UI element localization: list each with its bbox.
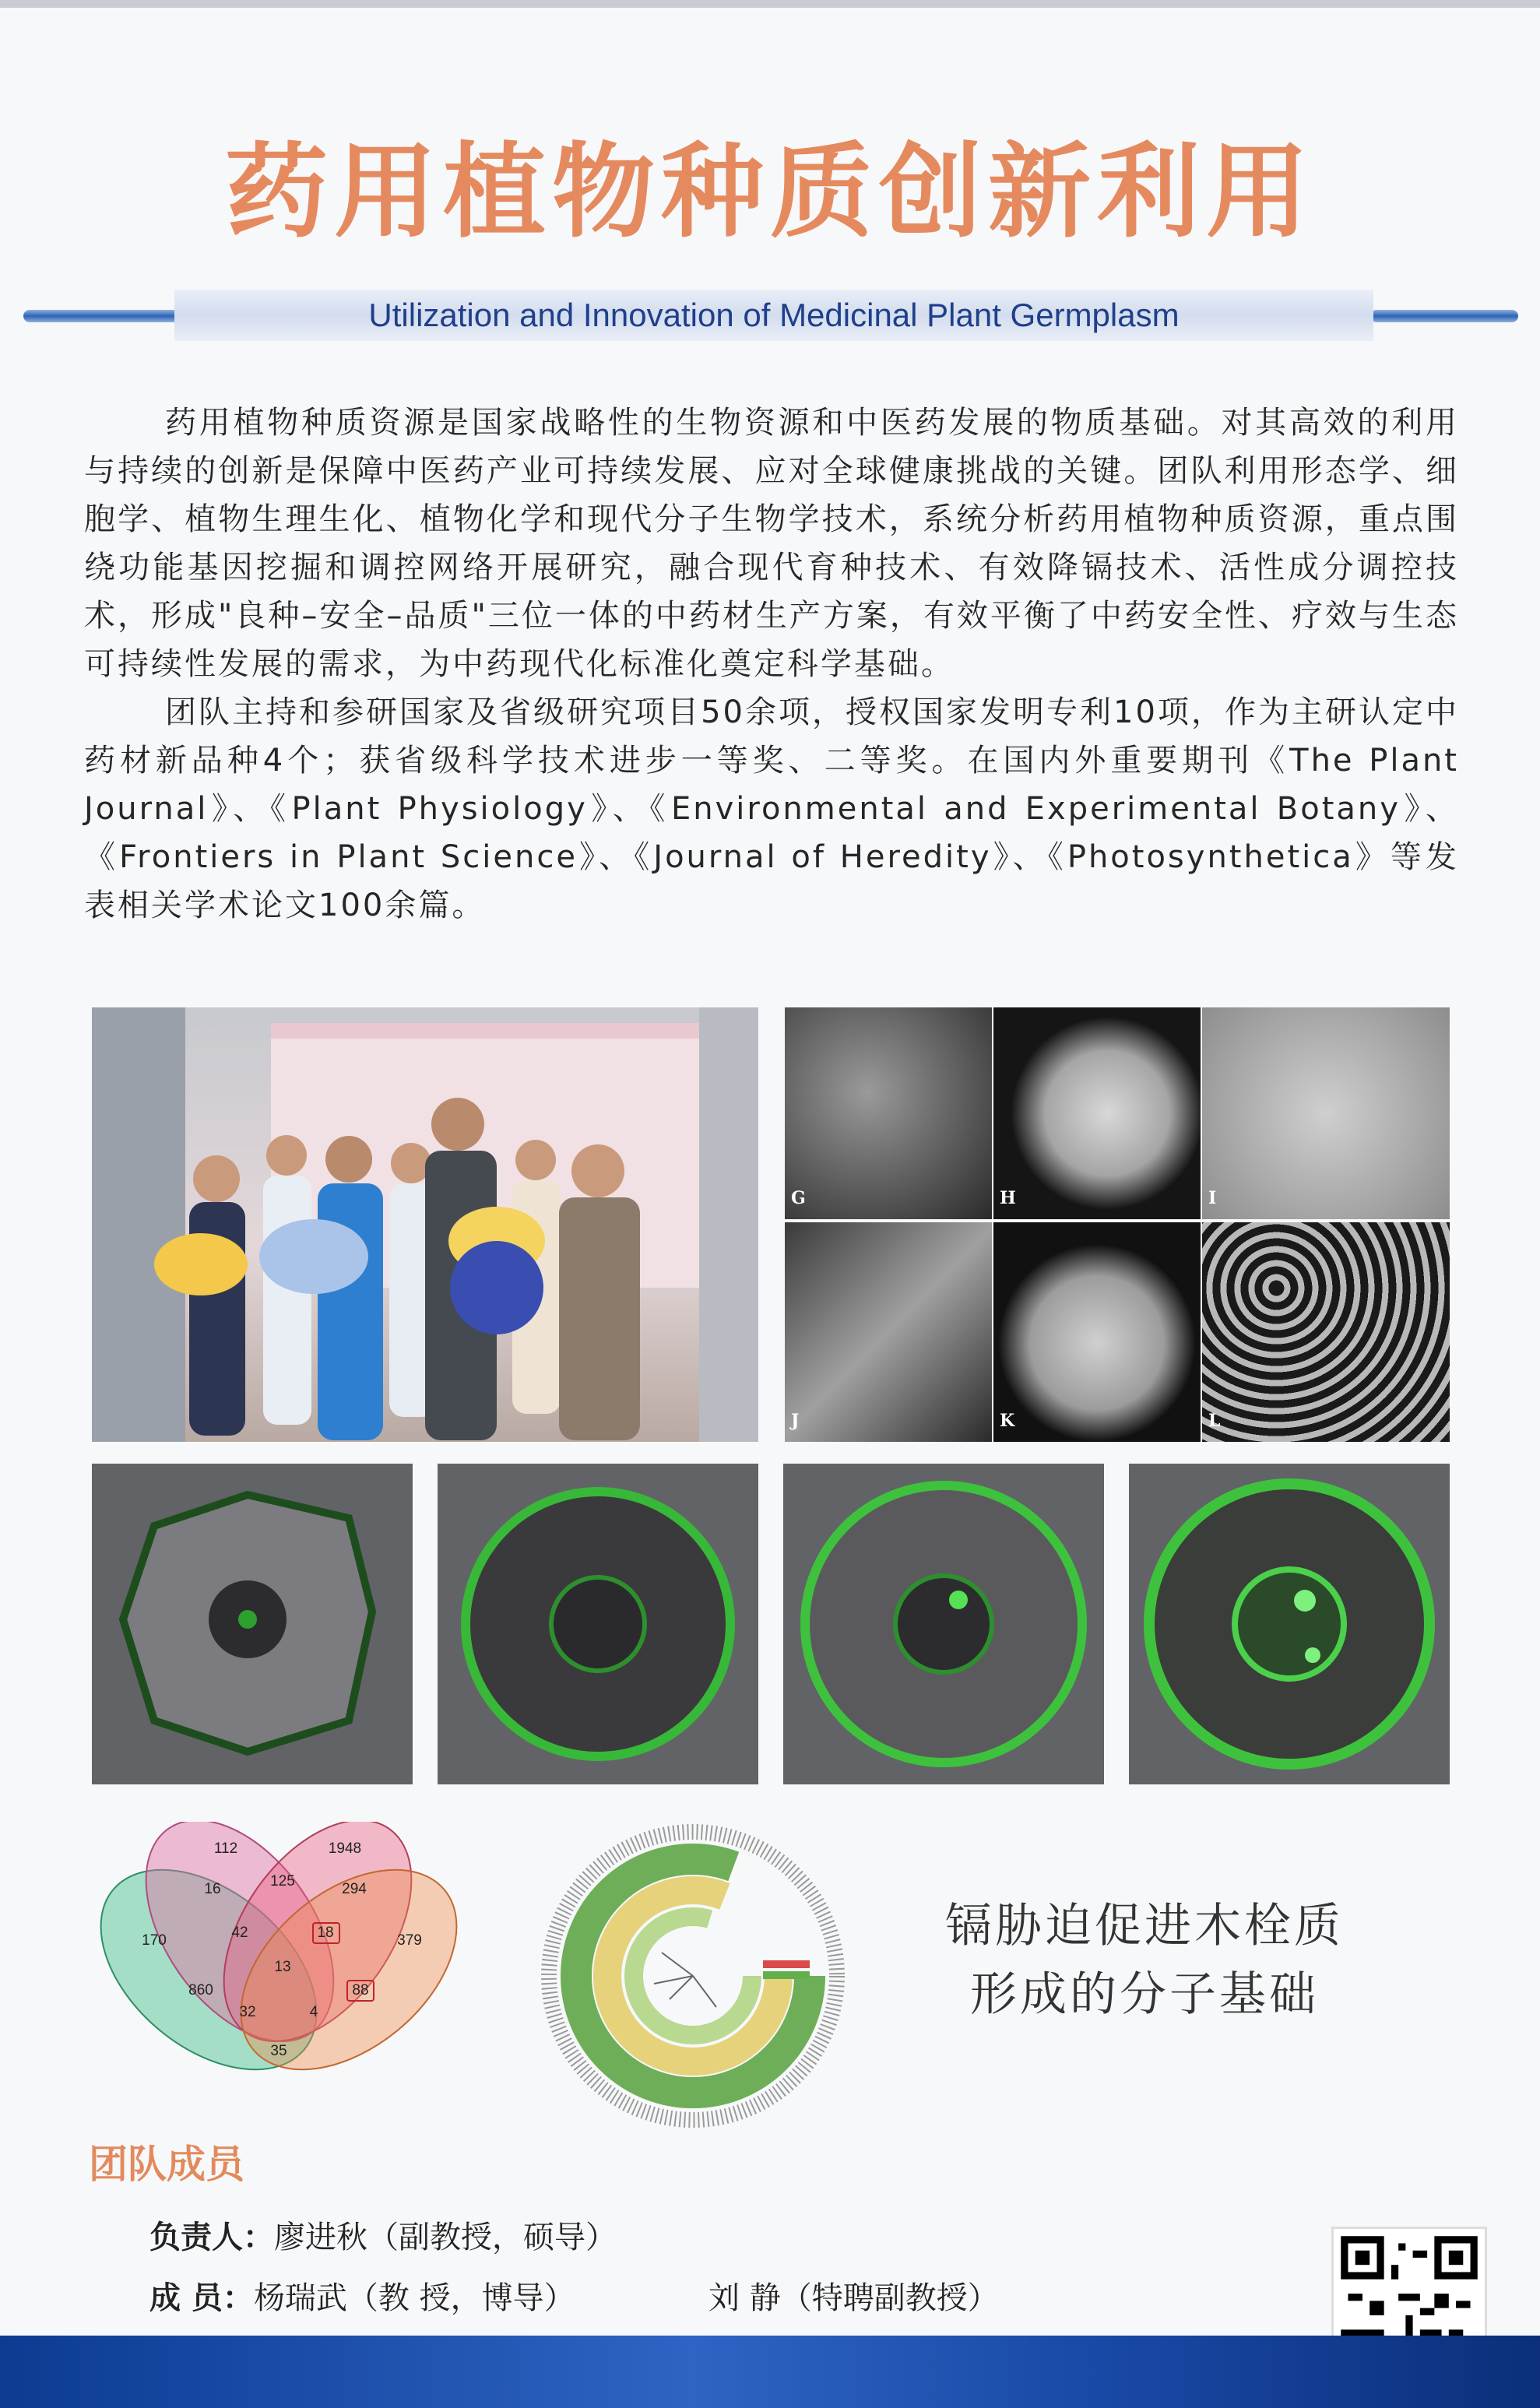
- subtitle-rule-right: [1370, 310, 1518, 322]
- subtitle-rule-left: [23, 310, 179, 322]
- leader-name: 廖进秋（副教授，硕导）: [274, 2220, 617, 2255]
- root-section-4: [1129, 1464, 1450, 1784]
- root-section-1: [92, 1464, 413, 1784]
- circular-heatmap: [537, 1820, 849, 2132]
- venn-value: 4: [309, 2004, 318, 2020]
- leader-label: 负责人：: [149, 2219, 274, 2255]
- sem-image-g: G: [785, 1007, 992, 1219]
- team-photo: [92, 1007, 758, 1442]
- root-section-3: [783, 1464, 1104, 1784]
- venn-diagram: [92, 1822, 466, 2079]
- venn-value: 32: [239, 2004, 256, 2020]
- intro-paragraph-2: 团队主持和参研国家及省级研究项目50余项，授权国家发明专利10项，作为主研认定中药材新品种4个；获省级科学技术进步一等奖、二等奖。在国内外重要期刊《The Plant Journal》、《Plant Physiology》、《Environmental and Experimental Botany》、《Frontiers in Plant Science》、《Journal of Heredity》、《Photosynthetica》等发表相关学术论文100余篇。: [84, 694, 1459, 923]
- team-heading: 团队成员: [89, 2142, 244, 2187]
- venn-value: 13: [274, 1959, 291, 1975]
- venn-value: 112: [213, 1840, 238, 1857]
- page-title: 药用植物种质创新利用: [225, 132, 1315, 252]
- venn-value: 88: [352, 1982, 369, 1998]
- member-1: 杨瑞武（教 授，博导）: [253, 2280, 575, 2316]
- venn-value: 18: [317, 1925, 334, 1941]
- venn-value: 170: [142, 1932, 167, 1949]
- venn-value: 294: [342, 1881, 367, 1897]
- root-section-2: [438, 1464, 758, 1784]
- top-bar: [0, 0, 1540, 8]
- venn-value: 125: [270, 1873, 295, 1889]
- figure-caption-line-1: 镉胁迫促进木栓质: [945, 1899, 1344, 1953]
- intro-paragraph-1: 药用植物种质资源是国家战略性的生物资源和中医药发展的物质基础。对其高效的利用与持续的创新是保障中医药产业可持续发展、应对全球健康挑战的关键。团队利用形态学、细胞学、植物生理生化、植物化学和现代分子生物学技术，系统分析药用植物种质资源，重点围绕功能基因挖掘和调控网络开展研究，融合现代育种技术、有效降镉技术、活性成分调控技术，形成"良种–安全–品质"三位一体的中药材生产方案，有效平衡了中药安全性、疗效与生态可持续性发展的需求，为中药现代化标准化奠定科学基础。: [84, 405, 1459, 682]
- venn-value: 16: [204, 1881, 221, 1897]
- sem-image-i: I: [1202, 1007, 1450, 1219]
- subtitle: Utilization and Innovation of Medicinal Plant Germplasm: [174, 290, 1373, 341]
- sem-image-j: J: [785, 1222, 992, 1442]
- figure-caption: [919, 1892, 1370, 2029]
- venn-value: 1948: [328, 1840, 362, 1857]
- sem-image-h: H: [993, 1007, 1201, 1219]
- venn-value: 35: [270, 2043, 287, 2059]
- members-label: 成 员：: [149, 2280, 254, 2316]
- venn-value: 42: [231, 1925, 248, 1941]
- sem-image-k: K: [993, 1222, 1201, 1442]
- venn-value: 379: [397, 1932, 422, 1949]
- team-members-row: [149, 2273, 999, 2318]
- sem-image-l: L: [1202, 1222, 1450, 1442]
- member-2: 刘 静（特聘副教授）: [708, 2280, 999, 2316]
- intro-text: [84, 399, 1459, 930]
- venn-value: 860: [188, 1982, 213, 1998]
- footer-bar: [0, 2336, 1540, 2408]
- figure-caption-line-2: 形成的分子基础: [970, 1967, 1319, 2022]
- team-leader-row: [149, 2213, 617, 2257]
